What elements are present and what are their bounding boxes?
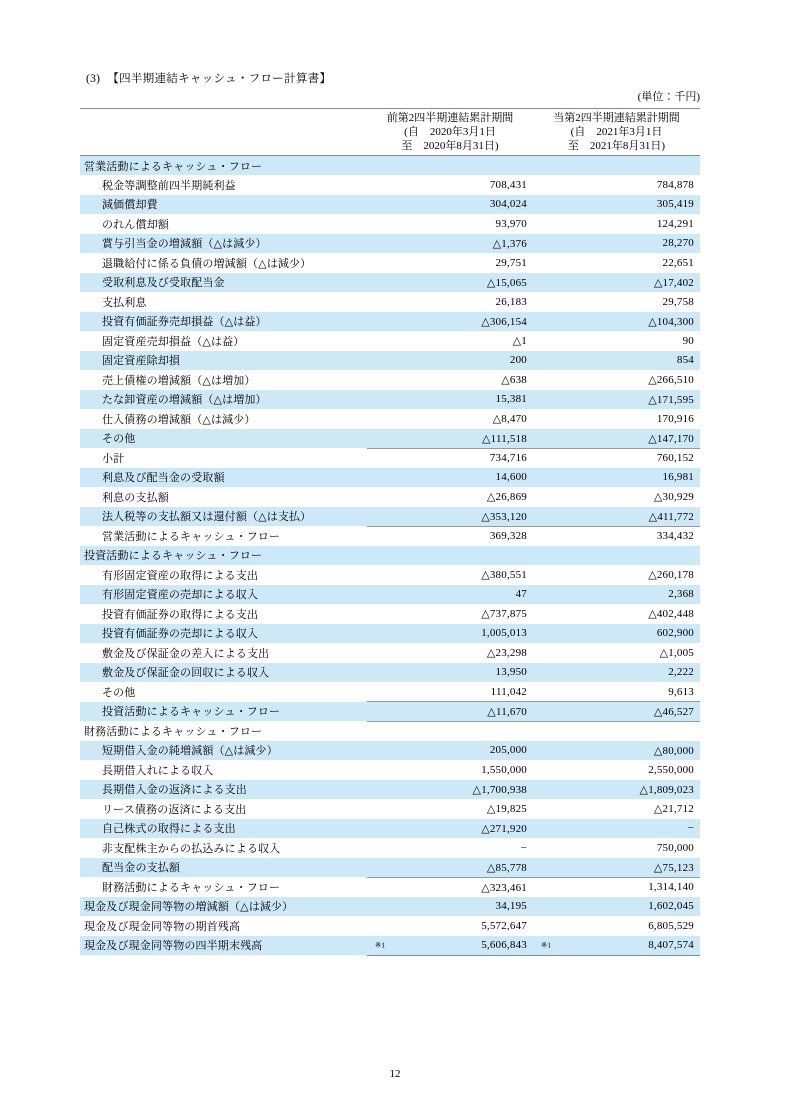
table-row <box>80 253 700 273</box>
row-label: のれん償却額 <box>102 218 169 231</box>
row-value-current: △80,000 <box>653 744 694 757</box>
row-label: 法人税等の支払額又は還付額（△は支払） <box>102 511 312 524</box>
table-row <box>80 624 700 644</box>
row-value-previous: 14,600 <box>495 471 527 484</box>
unit-note: (単位：千円) <box>637 91 700 103</box>
row-value-current: △402,448 <box>648 608 694 621</box>
row-value-current: 784,878 <box>656 178 694 191</box>
row-label: 営業活動によるキャッシュ・フロー <box>84 160 263 173</box>
row-label: 短期借入金の純増減額（△は減少） <box>102 745 278 758</box>
row-label: 自己株式の取得による支出 <box>102 823 236 836</box>
row-value-previous: △306,154 <box>481 315 527 328</box>
row-label: 現金及び現金同等物の四半期末残高 <box>84 940 263 953</box>
row-value-current: △147,170 <box>648 432 694 445</box>
row-value-current: △17,402 <box>653 276 694 289</box>
table-row <box>80 312 700 332</box>
row-value-previous: △1,376 <box>492 237 527 250</box>
row-value-previous: △380,551 <box>481 569 527 582</box>
table-row <box>80 780 700 800</box>
row-value-previous: △271,920 <box>481 822 527 835</box>
row-value-previous: 93,970 <box>495 217 527 230</box>
row-value-current: 760,152 <box>533 448 700 468</box>
table-row <box>80 585 700 605</box>
row-value-previous: △15,065 <box>486 276 527 289</box>
row-label: 利息及び配当金の受取額 <box>102 472 225 485</box>
table-row <box>80 195 700 215</box>
row-value-previous: △353,120 <box>481 510 527 523</box>
row-label: 投資活動によるキャッシュ・フロー <box>102 706 281 719</box>
row-label: 受取利息及び受取配当金 <box>102 277 225 290</box>
row-value-previous <box>367 546 533 566</box>
table-row <box>80 604 700 624</box>
table-row <box>80 370 700 390</box>
row-value-current <box>533 156 700 176</box>
row-value-previous: △23,298 <box>486 647 527 660</box>
row-value-previous: 26,183 <box>495 295 527 308</box>
header-label-column <box>80 109 367 156</box>
row-value-current: △1,005 <box>659 647 694 660</box>
row-label: 投資有価証券の売却による収入 <box>102 628 259 641</box>
row-label: 営業活動によるキャッシュ・フロー <box>102 530 281 543</box>
table-row <box>80 741 700 761</box>
row-value-previous: △323,461 <box>367 877 533 897</box>
row-label: 賞与引当金の増減額（△は減少） <box>102 238 267 251</box>
table-row <box>80 721 700 741</box>
row-label: 仕入債務の増減額（△は減少） <box>102 413 256 426</box>
table-row <box>80 429 700 449</box>
row-label: 敷金及び保証金の差入による支出 <box>102 647 270 660</box>
row-value-previous: 47 <box>515 588 527 601</box>
table-row <box>80 565 700 585</box>
table-row <box>80 819 700 839</box>
row-value-current: 750,000 <box>656 841 694 854</box>
row-value-previous: △26,869 <box>486 491 527 504</box>
row-label: 投資有価証券の取得による支出 <box>102 608 259 621</box>
table-row <box>80 682 700 702</box>
row-value-current: △46,527 <box>533 702 700 722</box>
row-value-current: 2,222 <box>668 666 694 679</box>
row-value-previous <box>367 936 533 956</box>
header-prev-line1: 前第2四半期連結累計期間 <box>386 111 514 124</box>
row-value-current: △1,809,023 <box>639 783 694 796</box>
table-row <box>80 234 700 254</box>
row-value-previous <box>367 156 533 176</box>
table-row <box>80 838 700 858</box>
row-value-current: 2,550,000 <box>648 763 694 776</box>
row-label: 財務活動によるキャッシュ・フロー <box>102 881 281 894</box>
row-value-current: 16,981 <box>662 471 694 484</box>
row-value-previous: △8,470 <box>492 413 527 426</box>
row-label: 減価償却費 <box>102 199 158 212</box>
row-value-current: 854 <box>676 354 694 367</box>
table-row <box>80 897 700 917</box>
row-value-previous: 34,195 <box>495 900 527 913</box>
row-label: 長期借入れによる収入 <box>102 764 214 777</box>
table-row <box>80 351 700 371</box>
row-value-previous: 205,000 <box>489 744 527 757</box>
row-label: 現金及び現金同等物の期首残高 <box>84 920 241 933</box>
row-value-current: 9,613 <box>668 685 694 698</box>
row-label: リース債務の返済による支出 <box>102 803 247 816</box>
row-value-current: 602,900 <box>656 627 694 640</box>
row-label: 敷金及び保証金の回収による収入 <box>102 667 270 680</box>
row-label: 小計 <box>102 452 125 465</box>
header-previous-period <box>367 109 533 156</box>
footnote-marker: ※1 <box>541 940 552 950</box>
row-value-previous: 1,005,013 <box>481 627 527 640</box>
table-row <box>80 273 700 293</box>
row-value-current: 90 <box>682 334 694 347</box>
table-row <box>80 468 700 488</box>
table-row <box>80 760 700 780</box>
row-value-current: 1,602,045 <box>648 900 694 913</box>
table-header <box>80 109 700 156</box>
row-label: 長期借入金の返済による支出 <box>102 784 247 797</box>
row-value-current: △104,300 <box>648 315 694 328</box>
row-value-previous: 200 <box>509 354 527 367</box>
row-value-current: △171,595 <box>648 393 694 406</box>
header-prev-line3: 至 2020年8月31日) <box>401 140 499 153</box>
row-label: 配当金の支払額 <box>102 862 181 875</box>
row-label: 固定資産売却損益（△は益） <box>102 335 245 348</box>
row-value-current: △75,123 <box>653 861 694 874</box>
row-value-current <box>533 546 700 566</box>
row-label: 利息の支払額 <box>102 491 169 504</box>
table-row <box>80 936 700 956</box>
value-text: 8,407,574 <box>648 939 694 951</box>
row-value-current <box>533 721 700 741</box>
table-row <box>80 507 700 527</box>
row-label: 税金等調整前四半期純利益 <box>102 179 236 192</box>
row-value-current: 1,314,140 <box>533 877 700 897</box>
row-value-current: 305,419 <box>656 198 694 211</box>
row-value-current: 124,291 <box>656 217 694 230</box>
header-cur-line1: 当第2四半期連結累計期間 <box>553 111 680 124</box>
row-value-previous: 13,950 <box>495 666 527 679</box>
row-value-current: 29,758 <box>662 295 694 308</box>
row-label: 売上債権の増減額（△は増加） <box>102 374 256 387</box>
table-body <box>80 156 700 956</box>
header-prev-line2: (自 2020年3月1日 <box>404 125 496 138</box>
row-value-current: 6,805,529 <box>648 919 694 932</box>
row-value-previous: △111,518 <box>482 432 527 445</box>
table-row <box>80 214 700 234</box>
value-text: 5,606,843 <box>481 939 527 951</box>
row-label: 財務活動によるキャッシュ・フロー <box>84 725 263 738</box>
row-label: その他 <box>102 433 136 446</box>
page-title <box>86 70 331 86</box>
row-value-previous: 1,550,000 <box>481 763 527 776</box>
row-label: 退職給付に係る負債の増減額（△は減少） <box>102 257 312 270</box>
row-value-previous: 29,751 <box>495 256 527 269</box>
header-cur-line3: 至 2021年8月31日) <box>567 140 666 153</box>
table-row <box>80 663 700 683</box>
table-row <box>80 409 700 429</box>
page-number: 12 <box>389 1068 401 1080</box>
row-value-previous: △1,700,938 <box>472 783 527 796</box>
row-value-current: 170,916 <box>656 412 694 425</box>
table-row <box>80 526 700 546</box>
row-value-previous: 111,042 <box>490 685 527 698</box>
table-row <box>80 799 700 819</box>
row-label: 現金及び現金同等物の増減額（△は減少） <box>84 901 294 914</box>
table-row <box>80 292 700 312</box>
table-row <box>80 546 700 566</box>
table-row <box>80 702 700 722</box>
table-row <box>80 916 700 936</box>
row-label: 投資有価証券売却損益（△は益） <box>102 316 267 329</box>
header-row <box>80 109 700 156</box>
row-value-previous: − <box>520 841 527 854</box>
row-label: たな卸資産の増減額（△は増加） <box>102 394 267 407</box>
row-value-previous: 15,381 <box>495 393 527 406</box>
row-value-current: △411,772 <box>648 510 694 523</box>
table-row <box>80 448 700 468</box>
table-row <box>80 877 700 897</box>
row-value-current: △21,712 <box>653 803 694 816</box>
row-value-current: △266,510 <box>648 374 694 387</box>
row-value-previous: 5,572,647 <box>481 919 527 932</box>
row-label: 固定資産除却損 <box>102 355 181 368</box>
section-number: (3) <box>86 73 101 85</box>
row-label: 非支配株主からの払込みによる収入 <box>102 842 281 855</box>
table-row <box>80 487 700 507</box>
row-value-current: 22,651 <box>662 256 694 269</box>
table-row <box>80 175 700 195</box>
cash-flow-statement-table <box>80 108 700 956</box>
row-value-current: − <box>687 822 694 835</box>
row-value-current: 28,270 <box>662 237 694 250</box>
header-cur-line2: (自 2021年3月1日 <box>570 125 663 138</box>
row-value-previous: △19,825 <box>486 803 527 816</box>
table-row <box>80 643 700 663</box>
row-value-previous: △11,670 <box>367 702 533 722</box>
table-row <box>80 156 700 176</box>
row-value-current: 334,432 <box>533 526 700 546</box>
table-row <box>80 858 700 878</box>
row-value-current: 2,368 <box>668 588 694 601</box>
section-title: 【四半期連結キャッシュ・フロー計算書】 <box>107 73 332 85</box>
table-row <box>80 331 700 351</box>
header-current-period <box>533 109 700 156</box>
row-label: 有形固定資産の取得による支出 <box>102 569 259 582</box>
row-value-previous: 369,328 <box>367 526 533 546</box>
row-label: その他 <box>102 686 136 699</box>
row-value-previous <box>367 721 533 741</box>
row-value-previous: △85,778 <box>486 861 527 874</box>
row-label: 支払利息 <box>102 296 147 309</box>
table-row <box>80 390 700 410</box>
row-value-previous: 708,431 <box>489 178 527 191</box>
row-value-previous: △638 <box>501 374 527 387</box>
row-value-previous: △737,875 <box>481 608 527 621</box>
footnote-marker: ※1 <box>375 940 386 950</box>
row-value-current: △260,178 <box>648 569 694 582</box>
row-label: 投資活動によるキャッシュ・フロー <box>84 550 263 563</box>
row-value-previous: 304,024 <box>489 198 527 211</box>
row-value-current: △30,929 <box>653 491 694 504</box>
row-value-previous: △1 <box>512 335 527 348</box>
row-value-current <box>533 936 700 956</box>
row-value-previous: 734,716 <box>367 448 533 468</box>
row-label: 有形固定資産の売却による収入 <box>102 589 259 602</box>
